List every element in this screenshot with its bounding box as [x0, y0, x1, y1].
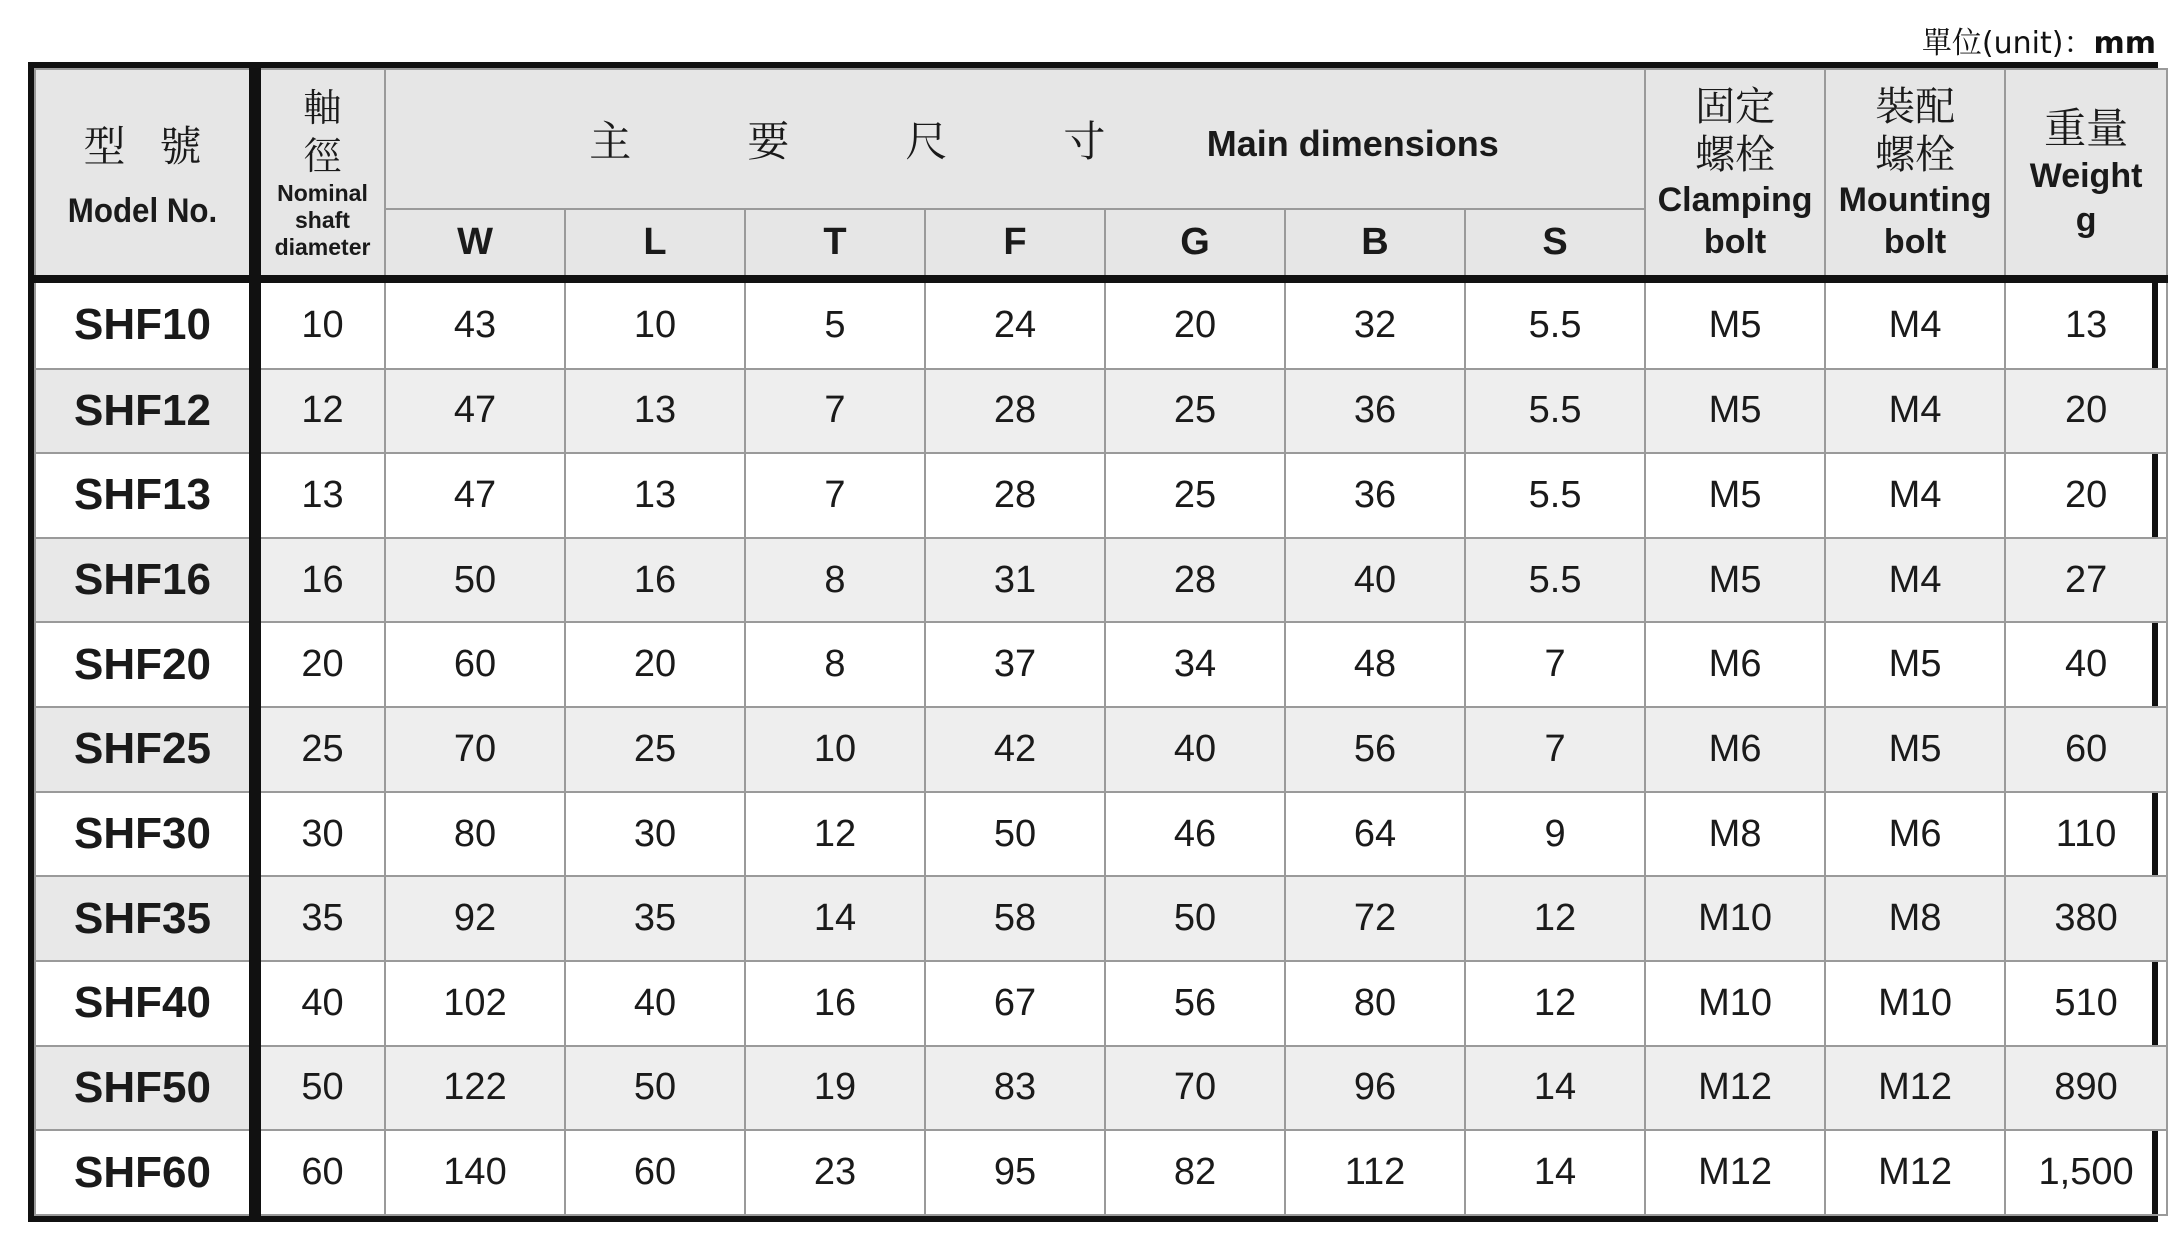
cell-f: 50	[925, 792, 1105, 877]
cell-t: 8	[745, 622, 925, 707]
cell-shaft-diameter: 12	[255, 369, 385, 454]
cell-w: 102	[385, 961, 565, 1046]
cell-model: SHF10	[35, 279, 255, 369]
cell-f: 42	[925, 707, 1105, 792]
cell-f: 58	[925, 876, 1105, 961]
cell-model: SHF60	[35, 1130, 255, 1215]
cell-shaft-diameter: 40	[255, 961, 385, 1046]
header-dim-w: W	[385, 209, 565, 279]
cell-l: 20	[565, 622, 745, 707]
cell-l: 40	[565, 961, 745, 1046]
cell-b: 40	[1285, 538, 1465, 623]
cell-w: 43	[385, 279, 565, 369]
cell-b: 72	[1285, 876, 1465, 961]
cell-w: 122	[385, 1046, 565, 1131]
cell-shaft-diameter: 60	[255, 1130, 385, 1215]
cell-shaft-diameter: 30	[255, 792, 385, 877]
cell-weight: 27	[2005, 538, 2167, 623]
header-model	[35, 69, 255, 279]
cell-l: 13	[565, 369, 745, 454]
cell-s: 14	[1465, 1046, 1645, 1131]
cell-w: 70	[385, 707, 565, 792]
cell-g: 56	[1105, 961, 1285, 1046]
cell-weight: 13	[2005, 279, 2167, 369]
header-main-en: Main dimensions	[1206, 123, 1499, 164]
header-mount-zh-1: 裝配	[1875, 83, 1956, 130]
header-main-zh-2: 要	[747, 117, 790, 166]
cell-shaft-diameter: 20	[255, 622, 385, 707]
header-main-zh-4: 寸	[1063, 117, 1106, 166]
cell-l: 35	[565, 876, 745, 961]
cell-model: SHF16	[35, 538, 255, 623]
cell-mounting-bolt: M5	[1825, 707, 2005, 792]
cell-clamping-bolt: M6	[1645, 622, 1825, 707]
cell-g: 46	[1105, 792, 1285, 877]
cell-mounting-bolt: M6	[1825, 792, 2005, 877]
cell-model: SHF20	[35, 622, 255, 707]
header-weight-unit: g	[2075, 200, 2097, 239]
header-shaft-zh-2: 徑	[303, 134, 342, 178]
cell-w: 140	[385, 1130, 565, 1215]
cell-s: 14	[1465, 1130, 1645, 1215]
header-dim-f: F	[925, 209, 1105, 279]
cell-model: SHF50	[35, 1046, 255, 1131]
cell-model: SHF35	[35, 876, 255, 961]
cell-clamping-bolt: M10	[1645, 961, 1825, 1046]
cell-f: 28	[925, 369, 1105, 454]
spec-table-frame	[28, 62, 2158, 1222]
table-row	[35, 876, 2167, 961]
cell-mounting-bolt: M12	[1825, 1046, 2005, 1131]
cell-b: 96	[1285, 1046, 1465, 1131]
cell-mounting-bolt: M12	[1825, 1130, 2005, 1215]
header-mounting-bolt	[1825, 69, 2005, 279]
cell-mounting-bolt: M4	[1825, 279, 2005, 369]
cell-g: 70	[1105, 1046, 1285, 1131]
header-mount-en-1: Mounting	[1838, 180, 1992, 219]
table-row	[35, 1046, 2167, 1131]
cell-mounting-bolt: M4	[1825, 453, 2005, 538]
cell-l: 13	[565, 453, 745, 538]
cell-shaft-diameter: 35	[255, 876, 385, 961]
cell-t: 23	[745, 1130, 925, 1215]
cell-clamping-bolt: M6	[1645, 707, 1825, 792]
cell-w: 50	[385, 538, 565, 623]
cell-clamping-bolt: M5	[1645, 369, 1825, 454]
cell-f: 24	[925, 279, 1105, 369]
header-clamp-zh-2: 螺栓	[1695, 131, 1776, 178]
cell-b: 36	[1285, 369, 1465, 454]
cell-shaft-diameter: 25	[255, 707, 385, 792]
cell-clamping-bolt: M12	[1645, 1130, 1825, 1215]
cell-model: SHF30	[35, 792, 255, 877]
cell-shaft-diameter: 13	[255, 453, 385, 538]
header-main-zh	[531, 117, 1176, 166]
cell-t: 8	[745, 538, 925, 623]
cell-mounting-bolt: M8	[1825, 876, 2005, 961]
cell-t: 16	[745, 961, 925, 1046]
cell-l: 16	[565, 538, 745, 623]
header-clamp-en-1: Clamping	[1657, 180, 1813, 219]
cell-g: 20	[1105, 279, 1285, 369]
cell-mounting-bolt: M4	[1825, 538, 2005, 623]
unit-label	[1922, 18, 2156, 62]
cell-l: 50	[565, 1046, 745, 1131]
cell-s: 12	[1465, 961, 1645, 1046]
header-shaft-zh-1: 軸	[303, 86, 342, 130]
cell-l: 60	[565, 1130, 745, 1215]
cell-t: 12	[745, 792, 925, 877]
cell-f: 95	[925, 1130, 1105, 1215]
cell-weight: 20	[2005, 369, 2167, 454]
cell-g: 34	[1105, 622, 1285, 707]
cell-b: 36	[1285, 453, 1465, 538]
header-weight-zh: 重量	[2044, 103, 2129, 153]
header-clamp-en-2: bolt	[1703, 222, 1767, 261]
cell-f: 83	[925, 1046, 1105, 1131]
cell-l: 30	[565, 792, 745, 877]
cell-f: 28	[925, 453, 1105, 538]
cell-g: 28	[1105, 538, 1285, 623]
cell-g: 25	[1105, 453, 1285, 538]
spec-table	[34, 68, 2168, 1216]
header-dim-b: B	[1285, 209, 1465, 279]
cell-f: 31	[925, 538, 1105, 623]
cell-mounting-bolt: M5	[1825, 622, 2005, 707]
cell-weight: 890	[2005, 1046, 2167, 1131]
cell-l: 25	[565, 707, 745, 792]
cell-b: 80	[1285, 961, 1465, 1046]
table-row	[35, 622, 2167, 707]
cell-t: 5	[745, 279, 925, 369]
table-row	[35, 279, 2167, 369]
cell-model: SHF12	[35, 369, 255, 454]
cell-s: 7	[1465, 707, 1645, 792]
cell-w: 47	[385, 369, 565, 454]
cell-model: SHF40	[35, 961, 255, 1046]
cell-s: 5.5	[1465, 369, 1645, 454]
cell-weight: 40	[2005, 622, 2167, 707]
cell-weight: 380	[2005, 876, 2167, 961]
cell-w: 60	[385, 622, 565, 707]
table-row	[35, 961, 2167, 1046]
cell-clamping-bolt: M5	[1645, 453, 1825, 538]
cell-clamping-bolt: M5	[1645, 538, 1825, 623]
cell-mounting-bolt: M4	[1825, 369, 2005, 454]
table-row	[35, 369, 2167, 454]
table-row	[35, 1130, 2167, 1215]
cell-shaft-diameter: 10	[255, 279, 385, 369]
cell-clamping-bolt: M10	[1645, 876, 1825, 961]
table-body	[35, 279, 2167, 1215]
table-row	[35, 792, 2167, 877]
cell-clamping-bolt: M8	[1645, 792, 1825, 877]
cell-b: 112	[1285, 1130, 1465, 1215]
header-dim-l: L	[565, 209, 745, 279]
cell-f: 37	[925, 622, 1105, 707]
cell-w: 47	[385, 453, 565, 538]
cell-model: SHF25	[35, 707, 255, 792]
header-model-zh: 型號	[83, 122, 236, 171]
cell-g: 82	[1105, 1130, 1285, 1215]
cell-g: 40	[1105, 707, 1285, 792]
cell-weight: 60	[2005, 707, 2167, 792]
cell-l: 10	[565, 279, 745, 369]
table-row	[35, 453, 2167, 538]
cell-t: 10	[745, 707, 925, 792]
cell-s: 7	[1465, 622, 1645, 707]
cell-t: 7	[745, 369, 925, 454]
cell-w: 80	[385, 792, 565, 877]
cell-t: 14	[745, 876, 925, 961]
cell-s: 5.5	[1465, 279, 1645, 369]
cell-t: 19	[745, 1046, 925, 1131]
cell-weight: 510	[2005, 961, 2167, 1046]
cell-f: 67	[925, 961, 1105, 1046]
cell-b: 32	[1285, 279, 1465, 369]
cell-b: 64	[1285, 792, 1465, 877]
cell-s: 9	[1465, 792, 1645, 877]
cell-s: 5.5	[1465, 538, 1645, 623]
header-dim-t: T	[745, 209, 925, 279]
unit-value: mm	[2093, 26, 2156, 61]
header-shaft-en-3: diameter	[274, 234, 371, 260]
cell-s: 5.5	[1465, 453, 1645, 538]
header-main-dimensions	[385, 69, 1645, 209]
cell-clamping-bolt: M12	[1645, 1046, 1825, 1131]
header-main-zh-1: 主	[589, 117, 632, 166]
header-shaft-en-1: Nominal	[277, 180, 368, 206]
header-main-zh-3: 尺	[905, 117, 948, 166]
header-shaft	[255, 69, 385, 279]
cell-g: 25	[1105, 369, 1285, 454]
cell-t: 7	[745, 453, 925, 538]
table-row	[35, 538, 2167, 623]
header-shaft-en-2: shaft	[295, 207, 350, 233]
cell-clamping-bolt: M5	[1645, 279, 1825, 369]
cell-mounting-bolt: M10	[1825, 961, 2005, 1046]
cell-b: 48	[1285, 622, 1465, 707]
header-weight-en: Weight	[2029, 156, 2143, 195]
table-header	[35, 69, 2167, 279]
cell-shaft-diameter: 16	[255, 538, 385, 623]
cell-model: SHF13	[35, 453, 255, 538]
header-clamp-zh-1: 固定	[1695, 83, 1776, 130]
cell-s: 12	[1465, 876, 1645, 961]
cell-w: 92	[385, 876, 565, 961]
header-model-en: Model No.	[67, 192, 218, 230]
header-clamping-bolt	[1645, 69, 1825, 279]
cell-weight: 20	[2005, 453, 2167, 538]
cell-weight: 110	[2005, 792, 2167, 877]
header-mount-zh-2: 螺栓	[1875, 131, 1956, 178]
unit-label-text: 單位(unit)：	[1921, 26, 2094, 61]
header-weight	[2005, 69, 2167, 279]
header-dim-g: G	[1105, 209, 1285, 279]
cell-shaft-diameter: 50	[255, 1046, 385, 1131]
cell-b: 56	[1285, 707, 1465, 792]
cell-weight: 1,500	[2005, 1130, 2167, 1215]
header-dim-s: S	[1465, 209, 1645, 279]
table-row	[35, 707, 2167, 792]
cell-g: 50	[1105, 876, 1285, 961]
header-mount-en-2: bolt	[1883, 222, 1947, 261]
